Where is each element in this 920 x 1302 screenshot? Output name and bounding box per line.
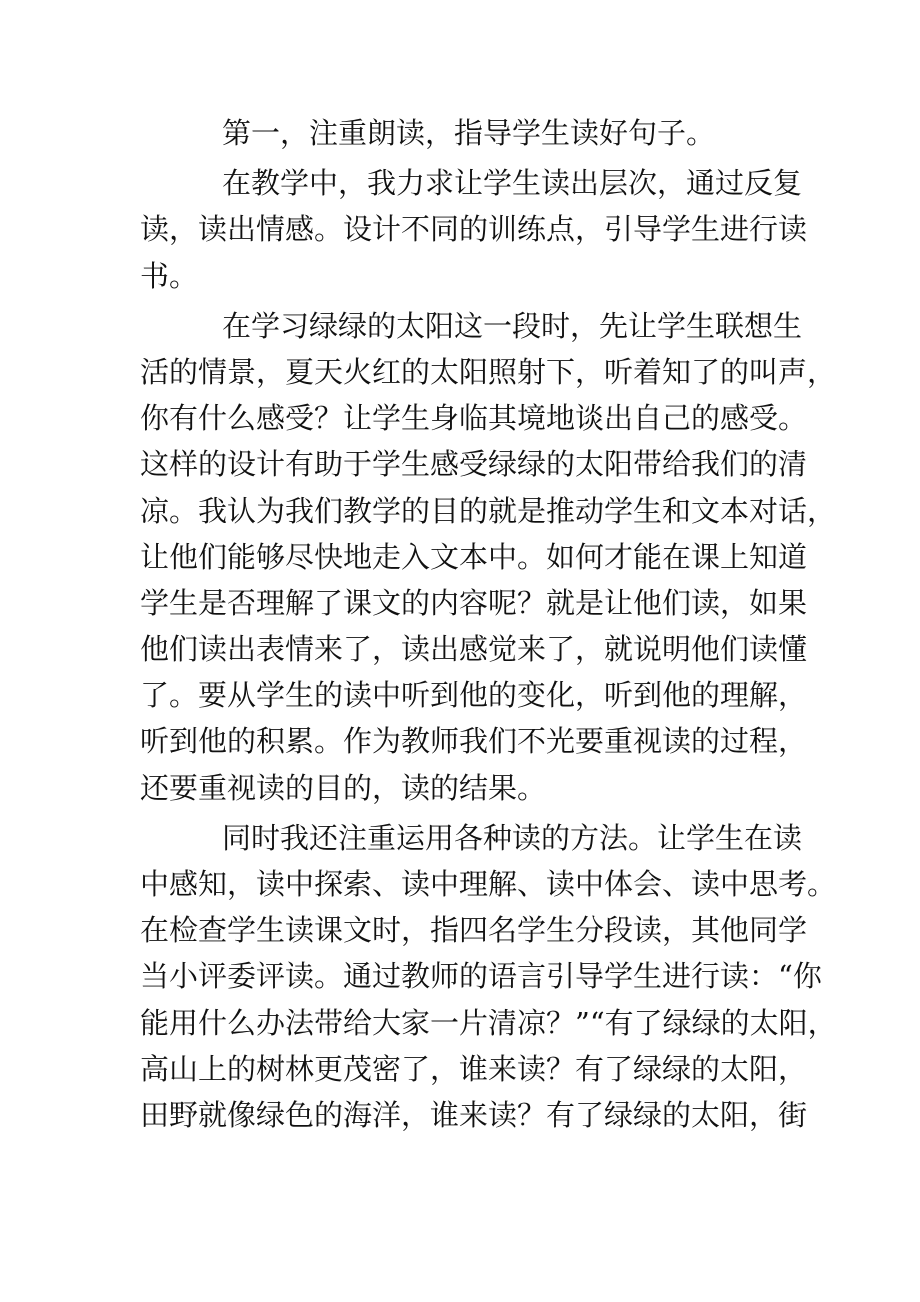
text-line: 让他们能够尽快地走入文本中。如何才能在课上知道 bbox=[140, 539, 808, 574]
text-line: 活的情景，夏天火红的太阳照射下，听着知了的叫声， bbox=[140, 354, 837, 389]
paragraph bbox=[140, 160, 808, 299]
text-line: 第一，注重朗读，指导学生读好句子。 bbox=[222, 116, 716, 150]
text-line: 在学习绿绿的太阳这一段时，先让学生联想生 bbox=[222, 308, 803, 343]
text-line: 中感知，读中探索、读中理解、读中体会、读中思考。 bbox=[140, 867, 837, 901]
text-line: 书。 bbox=[140, 258, 199, 293]
text-line: 能用什么办法带给大家一片清凉？”“有了绿绿的太阳， bbox=[140, 1005, 837, 1040]
text-line: 了。要从学生的读中听到他的变化，听到他的理解， bbox=[140, 678, 808, 713]
text-line: 你有什么感受？让学生身临其境地谈出自己的感受。 bbox=[140, 401, 808, 436]
paragraph bbox=[140, 110, 786, 156]
paragraph bbox=[140, 815, 837, 1138]
text-line: 学生是否理解了课文的内容呢？就是让他们读，如果 bbox=[140, 585, 808, 620]
text-line: 还要重视读的目的，读的结果。 bbox=[140, 770, 547, 805]
text-line: 同时我还注重运用各种读的方法。让学生在读 bbox=[222, 820, 803, 855]
text-line: 这样的设计有助于学生感受绿绿的太阳带给我们的清 bbox=[140, 447, 808, 482]
text-line: 听到他的积累。作为教师我们不光要重视读的过程， bbox=[140, 724, 808, 759]
document-body bbox=[140, 110, 837, 1138]
paragraph bbox=[140, 303, 837, 811]
text-line: 读，读出情感。设计不同的训练点，引导学生进行读 bbox=[140, 212, 808, 247]
text-line: 田野就像绿色的海洋，谁来读？有了绿绿的太阳，街 bbox=[140, 1097, 808, 1132]
text-line: 在教学中，我力求让学生读出层次，通过反复 bbox=[222, 166, 803, 201]
text-line: 高山上的树林更茂密了，谁来读？有了绿绿的太阳， bbox=[140, 1051, 808, 1086]
text-line: 在检查学生读课文时，指四名学生分段读，其他同学 bbox=[140, 913, 808, 948]
text-line: 他们读出表情来了，读出感觉来了，就说明他们读懂 bbox=[140, 632, 808, 667]
text-line: 当小评委评读。通过教师的语言引导学生进行读：“你 bbox=[140, 959, 822, 994]
text-line: 凉。我认为我们教学的目的就是推动学生和文本对话， bbox=[140, 493, 837, 528]
